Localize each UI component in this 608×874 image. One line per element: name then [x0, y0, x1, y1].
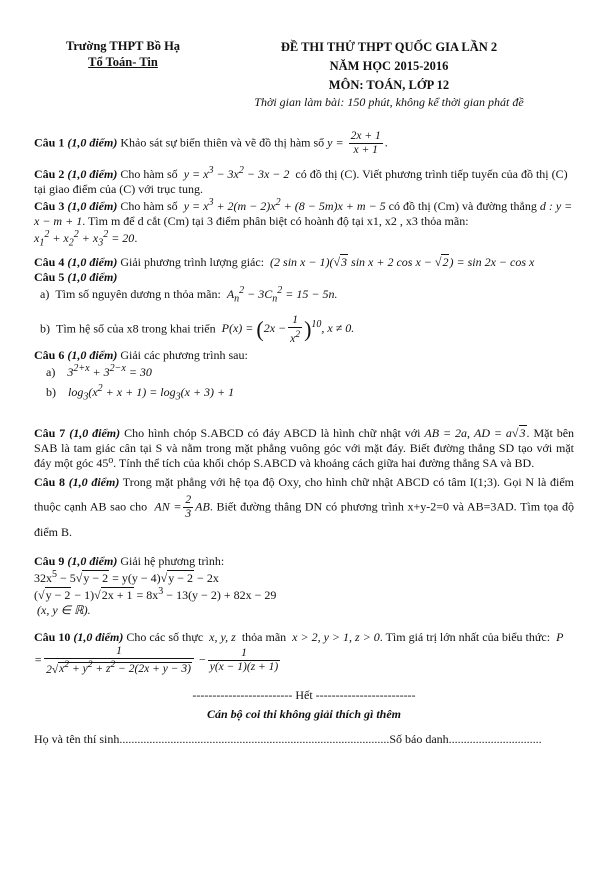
q6-label: Câu 6 — [34, 347, 65, 362]
q8-formula: AN = — [150, 498, 182, 513]
subject: MÔN: TOÁN, LỚP 12 — [328, 78, 450, 92]
exam-title-block — [224, 38, 554, 110]
q3-condition: $x_1^2 + x_2^2 + x_3^2 = 20$ — [34, 229, 135, 249]
q3-label: Câu 3 — [34, 199, 65, 213]
question-9 — [34, 554, 574, 569]
q6-part-a: a) $3^{2+x} + 3^{2-x} = 30$ — [46, 362, 152, 379]
school-name: Trường THPT Bồ Hạ — [65, 39, 181, 53]
question-10: Câu 10 (1,0 điểm) Cho các số thực x, y, z thỏa mãn x > 2, y > 1, z > 0. Tìm giá trị lớn nhất của biểu thức: P = $\frac{1}{2√x^2 + y^2 + z^2 - 2(2x + y - 3)}$ − $\frac{1}{y(x - 1)(z + 1)}$ — [34, 629, 564, 676]
q3-text-a: Cho hàm số — [120, 199, 178, 213]
q5-label: Câu 5 — [34, 269, 65, 284]
exam-header — [34, 38, 574, 122]
q1-text: Khảo sát sự biến thiên và vẽ đồ thị hàm số — [120, 135, 325, 150]
q5-b-fraction: $\frac{1}{x^2}$ — [290, 313, 301, 345]
q7-formula: AB = 2a — [424, 425, 468, 440]
q5-part-b: b) Tìm hệ số của x8 trong khai triển P(x) = (2x − $\frac{1}{x^2}$ )$^{10}$, x ≠ 0. — [40, 313, 355, 345]
q5-a-formula: $A_n^2 - 3C_n^2 = 15 - 5n$. — [223, 284, 338, 305]
q5-a-text: Tìm số nguyên dương n thỏa mãn: — [55, 286, 221, 301]
q7-text-a: Cho hình chóp S.ABCD có đáy ABCD là hình chữ nhật với — [124, 425, 421, 440]
q6-text: Giải các phương trình sau: — [120, 347, 248, 362]
q7-label: Câu 7 — [34, 425, 66, 440]
q5-b-formula: P(x) = (2x − — [218, 316, 287, 342]
q8-label: Câu 8 — [34, 474, 66, 489]
question-5 — [34, 270, 574, 346]
question-2 — [34, 165, 574, 197]
q2-text-a: Cho hàm số — [120, 167, 178, 181]
q10-points: (1,0 điểm) — [73, 629, 124, 644]
proctor-note: Cán bộ coi thi không giải thích gì thêm — [206, 707, 402, 722]
question-4 — [34, 255, 574, 270]
q3-points: (1,0 điểm) — [67, 199, 118, 213]
q5-b-formula-end: )$^{10}$, x ≠ 0. — [304, 316, 355, 342]
q2-points: (1,0 điểm) — [67, 167, 118, 181]
q10-fraction-2: $\frac{1}{y(x - 1)(z + 1)}$ — [209, 646, 279, 673]
department-name: Tổ Toán- Tin — [88, 55, 158, 69]
q7-points: (1,0 điểm) — [69, 425, 121, 440]
q8-points: (1,0 điểm) — [68, 474, 120, 489]
q2-label: Câu 2 — [34, 167, 65, 181]
q10-text-a: Cho các số thực — [126, 629, 204, 644]
q10-expression: P = — [34, 629, 564, 667]
q8-text-b: . Biết đường thẳng DN có phương trình x+y-2=0 và AB=3AD. Tìm tọa độ điểm B. — [34, 498, 574, 539]
school-block — [48, 38, 198, 70]
q6-points: (1,0 điểm) — [67, 347, 118, 362]
end-marker: ------------------------- Hết ------------------------- — [192, 688, 416, 703]
q3-line: d : y = x − m + 1 — [34, 199, 573, 228]
q3-formula: $y = x^3 + 2(m - 2)x^2 + (8 - 5m)x + m - 5$ — [180, 197, 386, 213]
exam-page: Trường THPT Bồ Hạ Tổ Toán- Tin ĐỀ THI THỬ THPT QUỐC GIA LẦN 2 NĂM HỌC 2015-2016 MÔN: TOÁN, LỚP 12 Thời gian làm bài: 150 phút, không kể thời gian phát đề Câu 1 (1,0 điểm) Khảo sát sự biến thiên và vẽ đồ thị hàm số y = $\frac{2x + 1}{x + 1}$ . Câu 2 (1,0 điểm) Cho hàm số $y = x^3 - 3x^2 - 3x - 2$ có đồ thị (C). Viết phương trình tiếp tuyến của đồ thị (C) tại giao điểm của (C) với trục tung. Câu 3 (1,0 điểm) Cho hàm số $y = x^3 + 2(m - 2)x^2 + (8 - 5m)x + m - 5$ có đồ thị (Cm) và đường thẳng d : y = x − m + 1. Tìm m để d cắt (Cm) tại 3 điểm phân biệt có hoành độ tại x1, x2 , x3 thỏa mãn: $x_1^2 + x_2^2 + x_3^2 = 20$. Câu 4 (1,0 điểm) Giải phương trình lượng giác: (2 sin x − 1)(√3 sin x + 2 cos x − √2) = sin 2x − cos x Câu 5 (1,0 điểm) a) Tìm số nguyên dương n thỏa mãn: $A_n^2 - 3C_n^2 = 15 - 5n$. b) Tìm hệ số của x8 trong khai triển P(x) = (2x − $\frac{1}{x^2}$ )$^{10}$, x ≠ 0. Câu 6 (1,0 điểm) Giải các phương trình sau: a) $3^{2+x} + 3^{2-x} = 30$ b) $\log_3(x^2 + x + 1) = \log_3(x + 3) + 1$ Câu 7 (1,0 điểm) Cho hình chóp S.ABCD có đáy ABCD là hình chữ nhật với AB = 2a, AD = a√3. Mặt bên SAB là tam giác cân tại S và nằm trong mặt phẳng vuông góc với mặt đáy. Biết đường thẳng SD tạo với mặt đáy một góc 45⁰. Tính thể tích của khối chóp S.ABCD và khoảng cách giữa hai đường thẳng SA và BD. Câu 8 (1,0 điểm) Trong mặt phẳng với hệ tọa độ Oxy, cho hình chữ nhật ABCD có tâm I(1;3). Gọi N là điểm thuộc cạnh AB sao cho AN = $\frac{2}{3}$ AB. Biết đường thẳng DN có phương trình x+y-2=0 và AB=3AD. Tìm tọa độ điểm B. Câu 9 (1,0 điểm) Giải hệ phương trình: $32x^5 - 5√y - 2 = y(y - 4)√y - 2 - 2x$ $(√y - 2 - 1)√2x + 1 = 8x^3 - 13(y - 2) + 82x - 29$ (x, y ∈ ℝ). Câu 10 (1,0 điểm) Cho các số thực x, y, z thỏa mãn x > 2, y > 1, z > 0. Tìm giá trị lớn nhất của biểu thức: P = $\frac{1}{2√x^2 + y^2 + z^2 - 2(2x + y - 3)}$ − $\frac{1}{y(x - 1)(z + 1)}$ ------------------------- Hết ------------------------- Cán bộ coi thi không giải thích gì thêm Họ và tên thí sinh..........................................................................................Số báo danh............................... — [34, 39, 575, 747]
q4-equation: (2 sin x − 1)(√3 sin x + 2 cos x − √2) = sin 2x − cos x — [267, 254, 535, 269]
q5-b-text: Tìm hệ số của x8 trong khai triển — [56, 321, 216, 336]
q10-fraction-1: $\frac{1}{2√x^2 + y^2 + z^2 - 2(2x + y - 3)}$ — [44, 645, 194, 677]
q9-points: (1,0 điểm) — [67, 553, 118, 568]
q9-text: Giải hệ phương trình: — [120, 553, 225, 568]
question-1: Câu 1 (1,0 điểm) Khảo sát sự biến thiên và vẽ đồ thị hàm số y = $\frac{2x + 1}{x + 1}$ . — [34, 130, 388, 156]
q6-part-b: b) $\log_3(x^2 + x + 1) = \log_3(x + 3) + 1$ — [46, 382, 235, 402]
q4-points: (1,0 điểm) — [67, 254, 118, 269]
q3-text-c: . Tìm m để d cắt (Cm) tại 3 điểm phân biệt có hoành độ tại x1, x2 , x3 thỏa mãn: — [82, 214, 469, 228]
q5-part-a: a) Tìm số nguyên dương n thỏa mãn: $A_n^2 - 3C_n^2 = 15 - 5n$. — [40, 284, 338, 305]
question-6 — [34, 348, 574, 404]
school-year: NĂM HỌC 2015-2016 — [329, 59, 449, 73]
q3-text-b: có đồ thị (Cm) và đường thẳng — [388, 199, 537, 213]
time-limit: Thời gian làm bài: 150 phút, không kể thời gian phát đề — [254, 95, 524, 109]
q10-text-c: . Tìm giá trị lớn nhất của biểu thức: — [379, 629, 551, 644]
q4-label: Câu 4 — [34, 254, 65, 269]
q8-text-a: Trong mặt phẳng với hệ tọa độ Oxy, cho hình chữ nhật ABCD có tâm I(1;3). Gọi N là điểm thuộc cạnh AB sao cho — [34, 474, 574, 513]
q1-points: (1,0 điểm) — [67, 135, 118, 150]
question-7: Câu 7 (1,0 điểm) Cho hình chóp S.ABCD có đáy ABCD là hình chữ nhật với AB = 2a, AD = a√3. Mặt bên SAB là tam giác cân tại S và nằm trong mặt phẳng vuông góc với mặt đáy. Biết đường thẳng SD tạo với mặt đáy một góc 45⁰. Tính thể tích của khối chóp S.ABCD và khoảng cách giữa hai đường thẳng SA và BD. — [34, 425, 575, 470]
q10-text-b: thỏa mãn — [241, 629, 287, 644]
q8-fraction: $\frac{2}{3}$ — [185, 493, 192, 520]
q5-points: (1,0 điểm) — [67, 269, 118, 284]
q7-text-b: . Mặt bên SAB là tam giác cân tại S và nằm trong mặt phẳng vuông góc với mặt đáy. Biết đường thẳng SD tạo với mặt đáy một góc 45⁰. Tính thể tích của khối chóp S.ABCD và khoảng cách giữa hai đường thẳng SA và BD. — [34, 425, 575, 470]
q4-text: Giải phương trình lượng giác: — [120, 254, 265, 269]
q1-label: Câu 1 — [34, 135, 65, 150]
question-8: Câu 8 (1,0 điểm) Trong mặt phẳng với hệ tọa độ Oxy, cho hình chữ nhật ABCD có tâm I(1;3). Gọi N là điểm thuộc cạnh AB sao cho AN = $\frac{2}{3}$ AB. Biết đường thẳng DN có phương trình x+y-2=0 và AB=3AD. Tìm tọa độ điểm B. — [34, 474, 574, 539]
q10-label: Câu 10 — [34, 629, 71, 644]
q9-label: Câu 9 — [34, 553, 65, 568]
exam-title: ĐỀ THI THỬ THPT QUỐC GIA LẦN 2 — [280, 40, 498, 54]
q9-domain: (x, y ∈ ℝ). — [34, 602, 91, 617]
q1-formula: y = — [327, 135, 344, 150]
q2-text-b: có đồ thị (C). Viết phương trình tiếp tuyến của đồ thị (C) tại giao điểm của (C) với trục tung. — [34, 167, 568, 196]
q2-formula: $y = x^3 - 3x^2 - 3x - 2$ — [180, 165, 293, 181]
question-3: Câu 3 (1,0 điểm) Cho hàm số $y = x^3 + 2(m - 2)x^2 + (8 - 5m)x + m - 5$ có đồ thị (Cm) và đường thẳng d : y = x − m + 1. Tìm m để d cắt (Cm) tại 3 điểm phân biệt có hoành độ tại x1, x2 , x3 thỏa mãn: $x_1^2 + x_2^2 + x_3^2 = 20$. — [34, 197, 573, 249]
q1-fraction: $\frac{2x + 1}{x + 1}$ — [350, 130, 381, 156]
candidate-info-line: Họ và tên thí sinh..........................................................................................Số báo danh............................... — [34, 732, 542, 747]
